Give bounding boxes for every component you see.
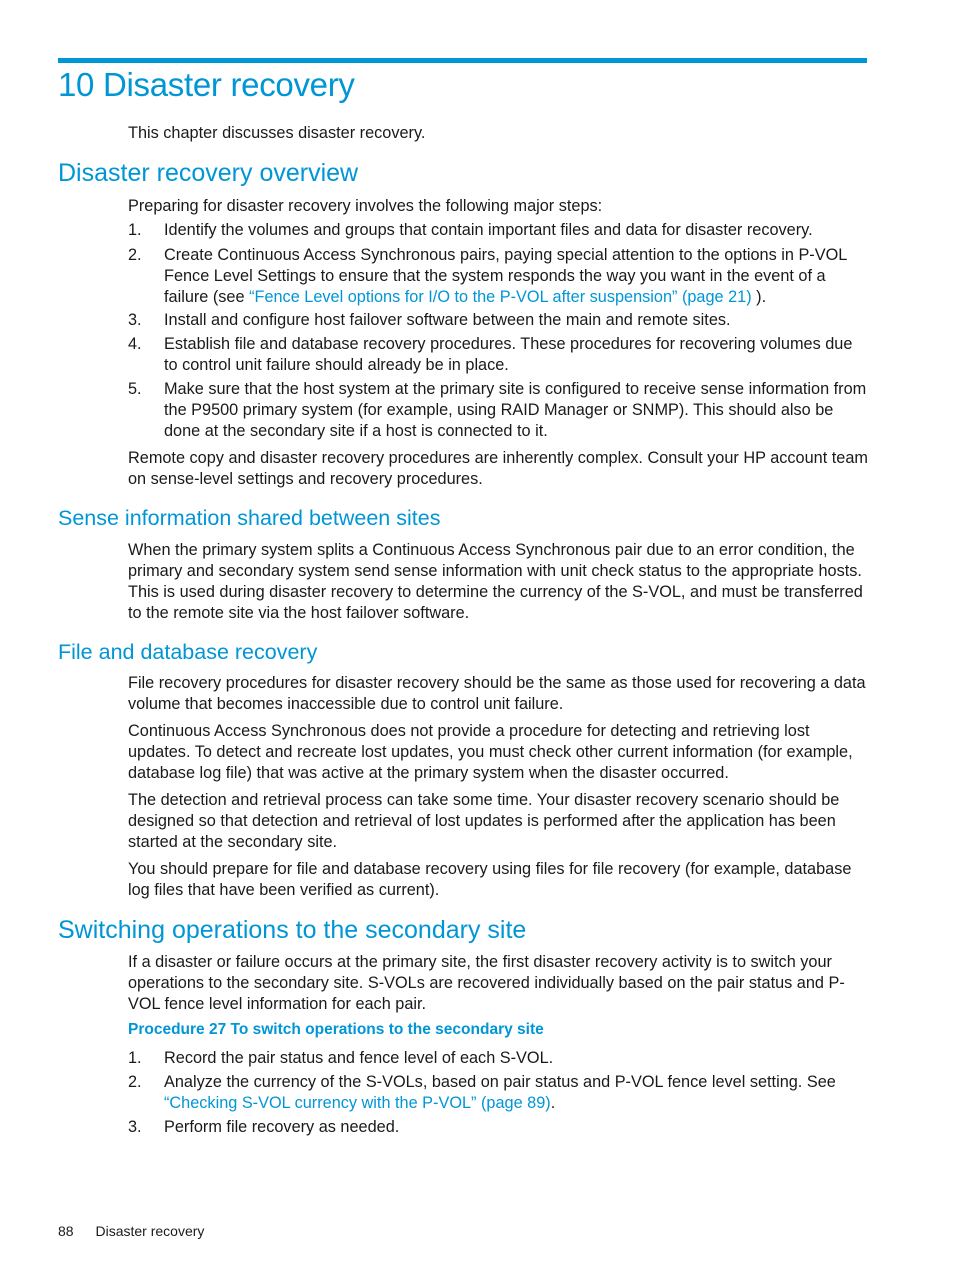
step-text: Identify the volumes and groups that contain important files and data for disaster recovery. [164,221,813,239]
step-number: 2. [128,1073,142,1091]
step-text-after: ). [751,288,767,306]
svol-currency-link[interactable]: “Checking S-VOL currency with the P-VOL” (page 89) [164,1094,551,1112]
chapter-rule [58,58,867,63]
filedb-paragraph: The detection and retrieval process can take some time. Your disaster recovery scenario should be designed so that detection and retrieval of lost updates is performed after the application has been started at the secondary site. [128,791,840,851]
step-number: 2. [128,246,142,264]
step-text-before: Create Continuous Access Synchronous pairs, paying special attention to the options in P-VOL Fence Level Settings to ensure that the system responds the way you want in the event of a failure (see [164,246,847,306]
step-text: Make sure that the host system at the primary site is configured to receive sense information from the P9500 primary system (for example, using RAID Manager or SNMP). This should also be done at the secondary site if a host is connected to it. [164,380,867,440]
step-number: 1. [128,221,142,239]
filedb-paragraph: File recovery procedures for disaster recovery should be the same as those used for recovering a data volume that becomes inaccessible due to control unit failure. [128,674,866,713]
step-text: Record the pair status and fence level of each S-VOL. [164,1049,554,1067]
step-number: 3. [128,311,142,329]
step-text: Establish file and database recovery procedures. These procedures for recovering volumes due to control unit failure should already be in place. [164,335,853,374]
heading-switching: Switching operations to the secondary site [58,916,527,944]
heading-sense: Sense information shared between sites [58,506,441,530]
overview-lead: Preparing for disaster recovery involves the following major steps: [128,197,603,215]
step-text-after: . [550,1094,556,1112]
page-number: 88 [58,1223,74,1239]
fence-level-link[interactable]: “Fence Level options for I/O to the P-VOL after suspension” (page 21) [249,288,752,306]
footer-section: Disaster recovery [95,1223,205,1239]
heading-overview: Disaster recovery overview [58,159,359,187]
chapter-intro: This chapter discusses disaster recovery. [128,124,426,142]
step-text [164,1072,869,1114]
sense-body: When the primary system splits a Continuous Access Synchronous pair due to an error condition, the primary and secondary system send sense information with unit check status to the appropriate hosts. This is used during disaster recovery to determine the currency of the S-VOL, and must be transferred to the remote site via the host failover software. [128,541,863,622]
page-footer [58,1223,204,1239]
step-number: 3. [128,1118,142,1136]
heading-file-db: File and database recovery [58,640,318,664]
switching-body: If a disaster or failure occurs at the primary site, the first disaster recovery activity is to switch your operations to the secondary site. S-VOLs are recovered individually based on the pair status and P-VOL fence level information for each pair. [128,953,845,1013]
filedb-paragraph: Continuous Access Synchronous does not provide a procedure for detecting and retrieving lost updates. To detect and recreate lost updates, you must check other current information (for example, database log file) that was active at the primary system when the disaster occurred. [128,722,853,782]
step-text: Install and configure host failover software between the main and remote sites. [164,311,731,329]
step-text-before: Analyze the currency of the S-VOLs, based on pair status and P-VOL fence level setting. See [164,1073,836,1091]
filedb-paragraph: You should prepare for file and database recovery using files for file recovery (for example, database log files that have been verified as current). [128,860,852,899]
step-number: 4. [128,335,142,353]
chapter-title: 10 Disaster recovery [58,66,355,103]
overview-closing: Remote copy and disaster recovery procedures are inherently complex. Consult your HP account team on sense-level settings and recovery procedures. [128,449,868,488]
step-number: 1. [128,1049,142,1067]
step-text: Perform file recovery as needed. [164,1118,400,1136]
step-text [164,245,869,308]
step-number: 5. [128,380,142,398]
procedure-title: Procedure 27 To switch operations to the secondary site [128,1021,544,1038]
